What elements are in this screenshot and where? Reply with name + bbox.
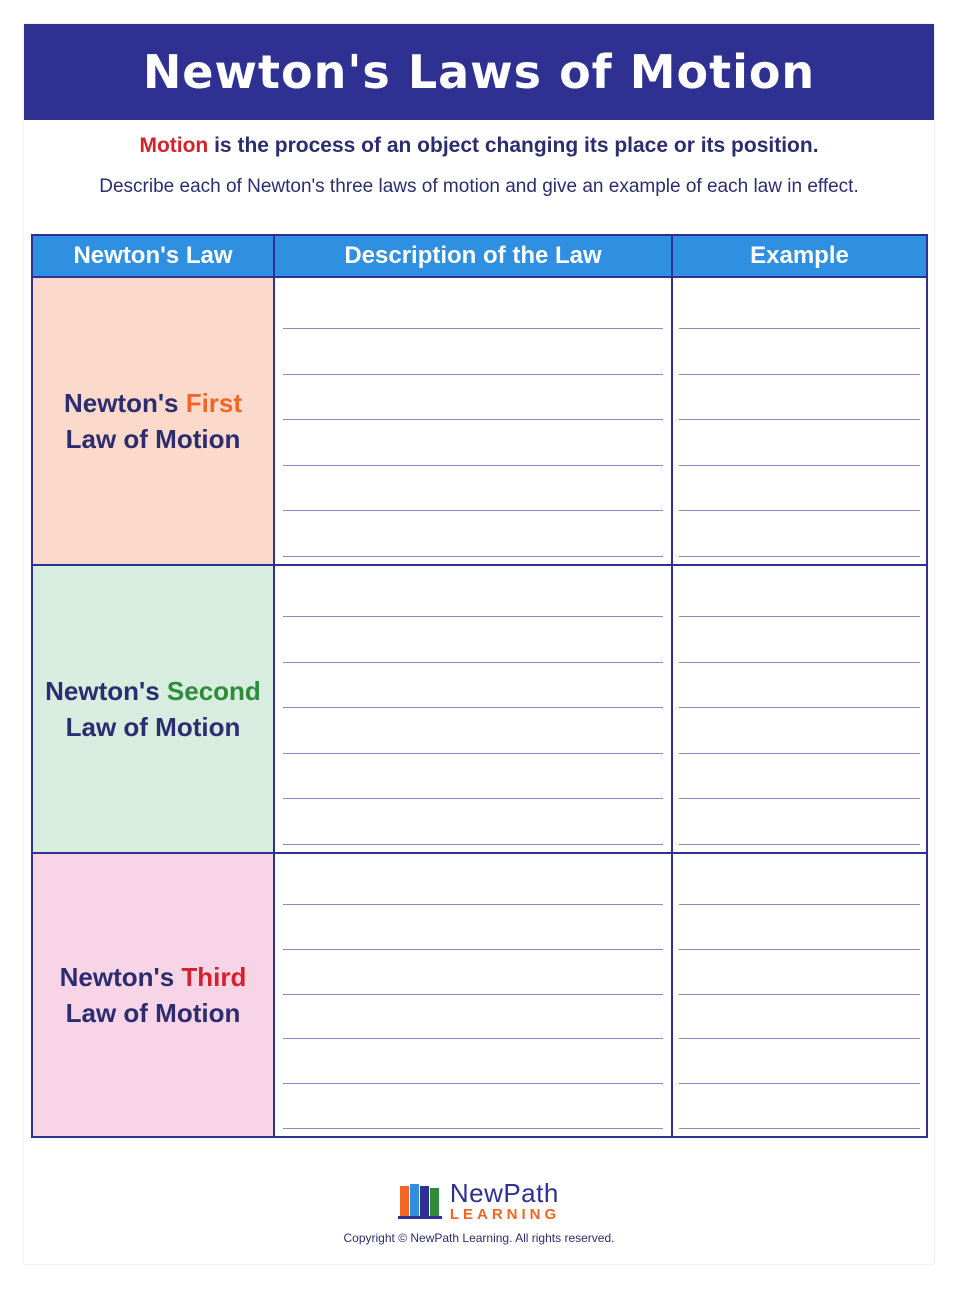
book-stack-icon bbox=[398, 1182, 444, 1220]
writing-line bbox=[679, 949, 920, 950]
writing-line bbox=[679, 844, 920, 845]
writing-line bbox=[283, 1083, 663, 1084]
description-answer-area[interactable] bbox=[275, 278, 673, 564]
writing-line bbox=[283, 753, 663, 754]
logo-tagline: LEARNING bbox=[449, 1206, 561, 1223]
law-prefix: Newton's bbox=[59, 962, 182, 992]
writing-line bbox=[283, 374, 663, 375]
writing-line bbox=[283, 949, 663, 950]
writing-line bbox=[283, 510, 663, 511]
motion-definition-text: is the process of an object changing its place or its position. bbox=[208, 134, 819, 157]
law-prefix: Newton's bbox=[63, 388, 186, 418]
column-header-description: Description of the Law bbox=[275, 236, 673, 276]
law-suffix: Law of Motion bbox=[65, 424, 241, 454]
writing-line bbox=[283, 328, 663, 329]
law-suffix: Law of Motion bbox=[65, 998, 241, 1028]
newpath-logo bbox=[398, 1180, 560, 1222]
writing-line bbox=[283, 1038, 663, 1039]
column-header-example: Example bbox=[750, 242, 849, 269]
writing-line bbox=[283, 1128, 663, 1129]
table-row bbox=[33, 852, 926, 1136]
writing-line bbox=[283, 419, 663, 420]
table-row bbox=[33, 276, 926, 564]
writing-line bbox=[679, 1128, 920, 1129]
writing-line bbox=[283, 994, 663, 995]
writing-line bbox=[679, 1038, 920, 1039]
writing-line bbox=[679, 798, 920, 799]
law-prefix: Newton's bbox=[45, 676, 167, 706]
writing-line bbox=[679, 465, 920, 466]
writing-line bbox=[283, 662, 663, 663]
writing-line bbox=[679, 616, 920, 617]
law-ordinal: Third bbox=[181, 962, 247, 992]
writing-line bbox=[283, 707, 663, 708]
example-answer-area[interactable] bbox=[673, 854, 926, 1136]
law-ordinal: First bbox=[185, 388, 243, 418]
writing-line bbox=[679, 1083, 920, 1084]
writing-line bbox=[283, 798, 663, 799]
writing-line bbox=[283, 844, 663, 845]
writing-line bbox=[679, 994, 920, 995]
description-answer-area[interactable] bbox=[275, 854, 673, 1136]
motion-definition bbox=[24, 134, 934, 158]
writing-line bbox=[679, 374, 920, 375]
page-title: Newton's Laws of Motion bbox=[142, 45, 816, 99]
writing-line bbox=[679, 556, 920, 557]
writing-line bbox=[679, 707, 920, 708]
writing-line bbox=[679, 904, 920, 905]
description-answer-area[interactable] bbox=[275, 566, 673, 852]
title-banner bbox=[24, 24, 934, 120]
law-suffix: Law of Motion bbox=[65, 712, 241, 742]
writing-line bbox=[679, 328, 920, 329]
example-answer-area[interactable] bbox=[673, 566, 926, 852]
law-ordinal: Second bbox=[166, 676, 261, 706]
law-label-first bbox=[33, 278, 275, 564]
writing-line bbox=[283, 904, 663, 905]
laws-table bbox=[31, 234, 928, 1138]
writing-line bbox=[283, 465, 663, 466]
writing-line bbox=[679, 662, 920, 663]
writing-line bbox=[679, 419, 920, 420]
table-row bbox=[33, 564, 926, 852]
writing-line bbox=[679, 753, 920, 754]
law-label-second bbox=[33, 566, 275, 852]
writing-line bbox=[283, 556, 663, 557]
instructions: Describe each of Newton's three laws of motion and give an example of each law in effect. bbox=[99, 176, 859, 197]
copyright-notice: Copyright © NewPath Learning. All rights reserved. bbox=[343, 1231, 615, 1245]
example-answer-area[interactable] bbox=[673, 278, 926, 564]
table-header bbox=[33, 236, 926, 276]
logo-wordmark: NewPath bbox=[449, 1178, 559, 1208]
law-label-third bbox=[33, 854, 275, 1136]
footer bbox=[24, 1180, 934, 1245]
motion-keyword: Motion bbox=[139, 134, 209, 157]
writing-line bbox=[679, 510, 920, 511]
writing-line bbox=[283, 616, 663, 617]
column-header-law: Newton's Law bbox=[33, 236, 275, 276]
